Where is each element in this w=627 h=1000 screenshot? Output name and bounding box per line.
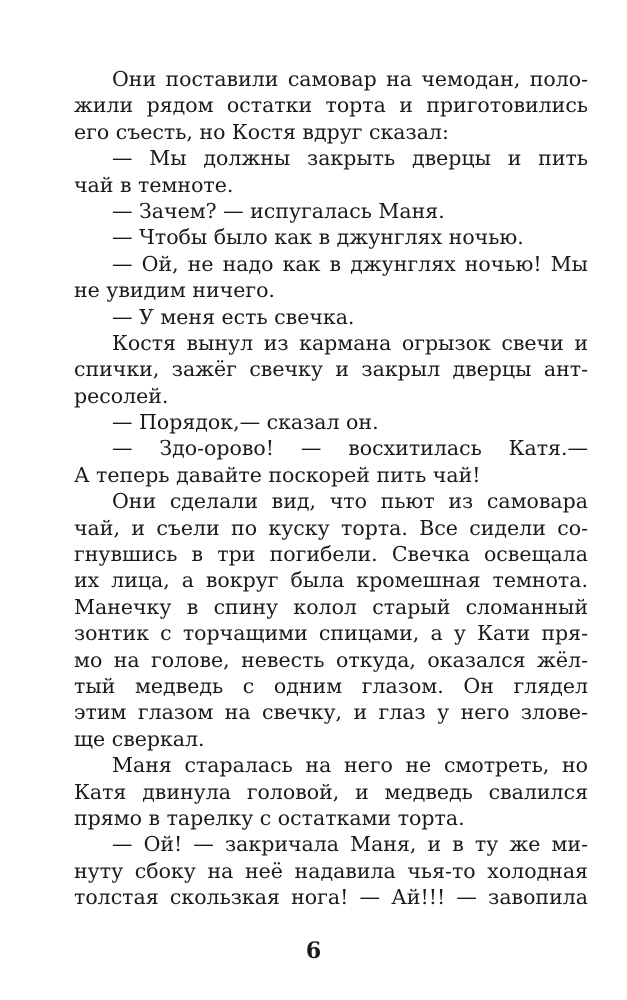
text-line: — Ой, не надо как в джунглях ночью! Мы (112, 251, 588, 276)
text-line: — Здо-орово! — восхитилась Катя.— (112, 436, 588, 461)
text-line: нуту сбоку на неё надавила чья-то холодная (74, 858, 588, 883)
text-line: — У меня есть свечка. (112, 304, 355, 329)
text-line: их лица, а вокруг была кромешная темнота. (74, 568, 588, 593)
text-line: чай, и съели по куску торта. Все сидели со- (74, 515, 588, 540)
body-text (74, 66, 588, 911)
text-line: мо на голове, невесть откуда, оказался жёл- (74, 647, 588, 672)
text-line: Маня старалась на него не смотреть, но (112, 753, 588, 778)
text-line: ресолей. (74, 383, 169, 408)
text-line: гнувшись в три погибели. Свечка освещала (74, 542, 588, 567)
text-line: зонтик с торчащими спицами, а у Кати пря- (74, 621, 588, 646)
text-line: Они поставили самовар на чемодан, поло- (112, 67, 588, 91)
page-number: 6 (305, 938, 322, 964)
text-line: — Мы должны закрыть дверцы и пить (112, 146, 588, 171)
text-line: чай в темноте. (74, 172, 234, 197)
text-line: Костя вынул из кармана огрызок свечи и (112, 330, 588, 355)
text-line: — Ой! — закричала Маня, и в ту же ми- (112, 832, 588, 857)
text-line: этим глазом на свечку, и глаз у него злове- (74, 700, 588, 725)
text-line: — Порядок,— сказал он. (112, 410, 379, 435)
text-line: ще сверкал. (74, 726, 205, 751)
text-line: Катя двинула головой, и медведь свалился (74, 779, 588, 804)
text-line: Они сделали вид, что пьют из самовара (112, 489, 588, 514)
text-line: прямо в тарелку с остатками торта. (74, 805, 465, 830)
text-line: толстая скользкая нога! — Ай!!! — завопила (74, 885, 588, 910)
text-line: не увидим ничего. (74, 278, 275, 303)
text-line: — Зачем? — испугалась Маня. (112, 198, 445, 223)
text-line: А теперь давайте поскорей пить чай! (74, 462, 481, 487)
text-line: жили рядом остатки торта и приготовились (74, 93, 588, 118)
text-line: спички, зажёг свечку и закрыл дверцы ант- (74, 357, 588, 382)
text-line: Манечку в спину колол старый сломанный (74, 594, 588, 619)
text-line: тый медведь с одним глазом. Он глядел (74, 673, 588, 698)
text-line: — Чтобы было как в джунглях ночью. (112, 225, 524, 250)
text-line: его съесть, но Костя вдруг сказал: (74, 119, 449, 144)
